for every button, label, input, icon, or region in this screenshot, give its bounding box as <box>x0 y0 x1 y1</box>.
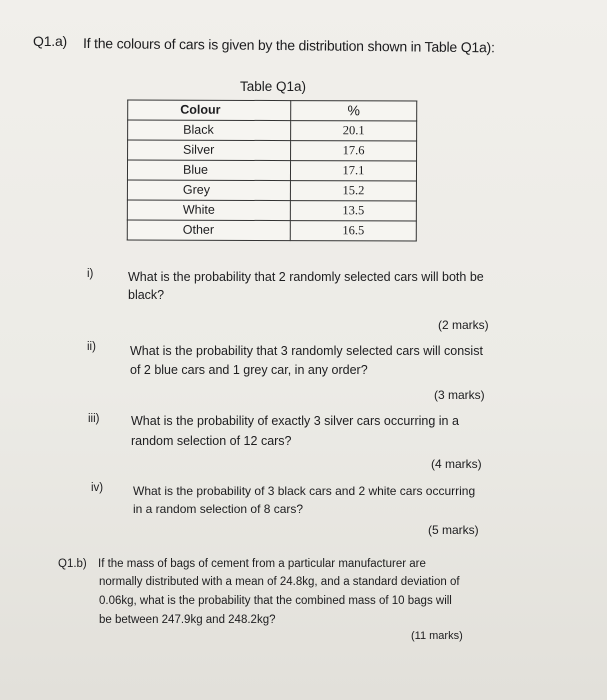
colour-cell: Blue <box>127 160 290 181</box>
question-1b-line: normally distributed with a mean of 24.8kg, and a standard deviation of <box>99 576 460 588</box>
question-text-line: What is the probability of 3 black cars and 2 white cars occurring <box>133 484 476 498</box>
colour-cell: Other <box>127 220 290 241</box>
table-caption: Table Q1a) <box>240 79 307 94</box>
question-number: i) <box>87 268 94 280</box>
table-row <box>127 180 416 201</box>
marks-label: (11 marks) <box>411 630 463 642</box>
question-1b-label: Q1.b) <box>58 558 87 570</box>
question-1a-label: Q1.a) <box>33 33 68 49</box>
percent-cell: 17.6 <box>291 141 417 161</box>
table-row <box>127 220 416 241</box>
percent-cell: 17.1 <box>290 161 416 181</box>
question-text-line: What is the probability of exactly 3 silver cars occurring in a <box>131 414 459 428</box>
table-header-row <box>128 100 417 121</box>
colour-distribution-table <box>127 99 417 241</box>
percent-cell: 16.5 <box>290 221 416 241</box>
table-row <box>128 140 417 161</box>
question-text-line: of 2 blue cars and 1 grey car, in any order? <box>130 363 368 377</box>
question-number: iii) <box>88 413 100 425</box>
question-number: iv) <box>91 482 104 494</box>
table-row <box>127 200 416 221</box>
question-text-line: in a random selection of 8 cars? <box>133 502 304 516</box>
question-text-line: What is the probability that 2 randomly selected cars will both be <box>128 270 484 284</box>
marks-label: (2 marks) <box>438 318 489 332</box>
question-1b-line: be between 247.9kg and 248.2kg? <box>99 614 276 626</box>
question-number: ii) <box>87 341 96 353</box>
column-header-percent: % <box>291 101 417 121</box>
question-text-line: What is the probability that 3 randomly selected cars will consist <box>130 344 483 358</box>
percent-cell: 20.1 <box>291 121 417 141</box>
column-header-colour: Colour <box>128 100 291 121</box>
table-row <box>128 120 417 141</box>
percent-cell: 13.5 <box>290 201 416 221</box>
marks-label: (3 marks) <box>434 388 485 402</box>
percent-cell: 15.2 <box>290 181 416 201</box>
table-row <box>127 160 416 181</box>
question-1b-line: 0.06kg, what is the probability that the combined mass of 10 bags will <box>99 595 452 607</box>
marks-label: (5 marks) <box>428 523 479 537</box>
question-1a-intro: If the colours of cars is given by the distribution shown in Table Q1a): <box>82 35 495 56</box>
marks-label: (4 marks) <box>431 457 482 471</box>
colour-cell: Grey <box>127 180 290 201</box>
colour-cell: White <box>127 200 290 221</box>
colour-cell: Silver <box>128 140 291 161</box>
question-text-line: random selection of 12 cars? <box>131 434 292 448</box>
colour-cell: Black <box>128 120 291 141</box>
question-1b-line: If the mass of bags of cement from a particular manufacturer are <box>98 558 426 570</box>
question-text-line: black? <box>128 288 165 302</box>
